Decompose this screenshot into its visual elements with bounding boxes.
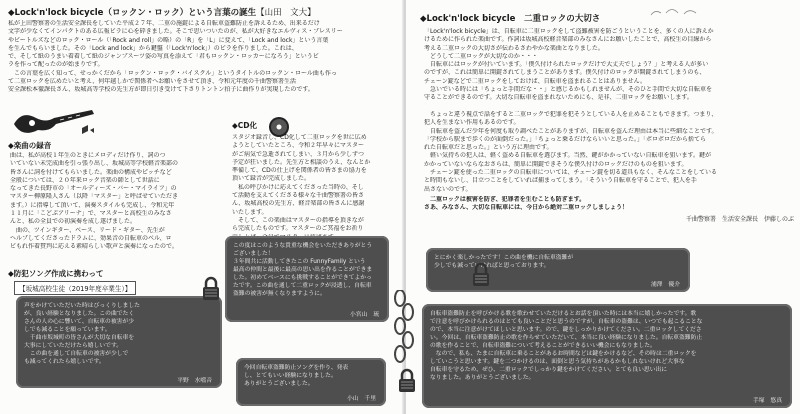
chain-link-icon — [386, 290, 426, 370]
comment-line: この曲を通して自転車の被害が少しで — [24, 351, 129, 357]
cd-heading: ◆CD化 — [232, 121, 257, 130]
comment-bubble-koyama — [236, 358, 386, 406]
comment-line: ので、本当に注意がけてほしいと思います。ので、鍵をしっかりかけてください。二重ロックしてくださ — [430, 327, 702, 333]
music-paragraph — [10, 152, 216, 252]
paragraph-line: 「Lock'n'lock bicycle」は、自転車に二重ロックをして盗難被害を防ごうということを、多くの人に訴えか — [424, 28, 714, 35]
comment-line: で注意を呼びかけられるのはとても良いことだと思うのですが、自転車の盗難は、いつでも起こることな — [430, 319, 703, 325]
comment-line: 今回自転車盗難防止ソングを作り、発表 — [244, 365, 349, 371]
paragraph-line: 安全課松本徹課長さん、坂城高等学校の先生方が即日引き受けて下さりトントン拍子に曲作りが実現したのです。 — [8, 86, 314, 94]
paragraph-line: で、そして紙のうまい着着して紙のジャンプスーツ姿の写真を添えて「君もロックン・ロッカーになろう」というビ — [8, 53, 319, 61]
comment-line: なので、私も、たまに自転車に乗ることがあるお時間などは鍵をかけるなど、その時は二重ロックを — [430, 351, 697, 357]
paragraph-line: １１月に「こどぷアリーナ」で、マスターと高校生のみなさ — [10, 210, 172, 218]
comment-bubble-urasawa — [426, 248, 690, 292]
music-heading: ◆楽曲の録音 — [8, 141, 52, 150]
paragraph-line: スタジオ録音し、CD化して二重ロックを世に広め — [232, 134, 367, 141]
right-paragraph — [424, 28, 796, 194]
padlock-icon — [200, 276, 222, 302]
paragraph-line: そして、この楽曲はマスターの指導を頂きなが — [232, 216, 364, 224]
guitar-illustration — [10, 106, 100, 138]
paragraph-line: 全般については、２０年来ロック音楽の師として世話に — [10, 176, 160, 184]
bouhan-heading: ◆防犯ソング作成に携わって — [8, 269, 104, 278]
comment-bubble-hirano — [16, 296, 222, 388]
paragraph-line: この言葉を広く知って、せっかくだから「ロックン・ロック・バイスクル」というタイトルのロックン・ロール曲も作っ — [8, 69, 337, 77]
comment-line: ございました！ — [233, 251, 274, 257]
paragraph-line: 曲は、私が高校１年生のときにメロディだけ作り、詞のつ — [10, 152, 166, 159]
comment-line: とにかく楽しかったです！この曲を機に自転車盗難が — [434, 255, 574, 261]
paragraph-line: マスター柳原隆人さん（以降「マスター」と呼ばせていただき — [10, 193, 179, 201]
paragraph-line: 私が上田警察署の生活安全課長をしていた平成２７年、二重の施錠による自転車盗難防止を訴えるため、出来るだけ — [8, 20, 320, 27]
paragraph-line: と時間もないし、目立つことをしていれば捕まってしまう。「そういう自転車を守ることで、犯人を手 — [424, 177, 697, 185]
paragraph-line: 予定が狂いました。先生方と相談のうえ、なんとか — [232, 158, 371, 166]
paragraph-line: 曲の、ツインギター、ベース、リード・ギター、先生が — [10, 226, 165, 234]
comment-line: していこうと思います。鍵を二つかけるのは、面倒と思う気持ちがあるかもしれないけれど大事な — [430, 359, 685, 365]
paragraph-line: 頂いて録音が完成しました。 — [232, 175, 311, 183]
paragraph-line: どうして二重ロックが大切なのか・・・ — [424, 52, 538, 60]
conclusion — [424, 196, 796, 213]
comment-bubble-tezuka — [422, 304, 792, 408]
paragraph-line: んと、私の全員での初演奏を成し遂げました。 — [10, 218, 137, 226]
paragraph-line: のですが、これは簡単に開錠されてしまうことがあります。僕久付けのロックが開錠されてしまうのも、 — [424, 69, 706, 77]
conclusion-line-1: 二重ロックは被害を防ぎ、犯罪者を生むことも防ぎます。 — [424, 196, 586, 203]
paragraph-line: やビートルズなどのロック・ロール（「Rock and roll」の略）の「R」を「L」に変えて、「Lock and lock」という言葉 — [8, 36, 329, 44]
paragraph-line: て活動を支えてくださる様々な千曲警察署の皆さ — [232, 192, 365, 200]
comment-line: 声をかけていただいた時はびっくりしました — [24, 303, 140, 309]
comment-line: も減ってくれたら嬉しいです。 — [24, 359, 105, 365]
paragraph-line: 急いでいる時には「ちょっと手間だな・・」と感じるかもしれませんが、そのひと手間で大切な自転車を — [424, 86, 713, 94]
comment-line: の歌を作ることで、自転車盗難について考えることができるいい機会にもなりました。 — [430, 343, 656, 349]
paragraph-line: 私の呼びかけに応えてくださった当時の、そし — [232, 183, 364, 191]
comment-signature: 平野 水噹音 — [177, 378, 212, 384]
paragraph-line: 自転車を盗んだ少年を何度も取り調べたことがありますが、自転車を盗んだ理由は本当に些細なことです。 — [424, 127, 718, 135]
paragraph-line: 守ることができるのです。大切な自転車を盗まれないためにも、是非、二重ロックをお願いします。 — [424, 94, 693, 102]
comment-line: なりました。ありがとうございました。 — [430, 375, 535, 381]
paragraph-line: がご病気で急逝されてしまい、３月から少しずつ — [232, 150, 365, 158]
paragraph-line: 「学校から駅まで歩くのが面倒だった。」「ちょっと乗るだけならいいと思った。」「ボロボロだから捨てら — [424, 135, 707, 143]
comment-line: 少しでも減っていければと思っております。 — [434, 263, 550, 269]
comment-line: 盗難の被害が無くなりますように。 — [233, 291, 326, 297]
paragraph-line: ん、坂城高校の先生方、軽音楽部の皆さんに感謝 — [232, 200, 365, 208]
paragraph-line: を生んでもらいました。その「Lock and lock」から鍵盤（「Lock'n'lock」）のビラを作りました。これは、 — [8, 44, 298, 52]
title-text: ◆Lock'n'lock bicycle（ロックン・ロック）という言葉の誕生 — [8, 8, 257, 18]
comment-line: 大事にしていただけたら嬉しいです。 — [24, 343, 123, 349]
student-group-label: 【坂城高校生徒（2019年度卒業生）】 — [14, 281, 136, 295]
comment-line: この度はこのような貴重な機会をいただきありがとう — [233, 243, 373, 249]
paragraph-line: て二重ロックを広めたいと考え、何年越しかで関係者へお願いをさせて頂き、令和元年度の千曲警察署生活 — [8, 78, 297, 86]
paragraph-line: ます。）に指導して頂いて、演奏スタイルも完成し、令和元年 — [10, 201, 175, 209]
left-article-title — [8, 6, 316, 18]
paragraph-line: なってきた長野市の「オールディーズ・バー・マイライフ」の — [10, 185, 177, 193]
paragraph-line: けるために作られた楽曲です。作詞は坂城高校軽音楽部のみなさんにお願いしたことで、高校生の目線から — [424, 36, 712, 44]
comment-line: 千曲市坂城町の皆さんが大切な自転車を — [24, 335, 135, 341]
paragraph-line: ラを作って配ったのが始まりです。 — [8, 61, 104, 69]
comment-line: しでも減ることを願っています。 — [24, 327, 111, 333]
paragraph-line: ビもれ作着賛判に応える素晴らしい歌声と演奏になったので。 — [10, 243, 178, 251]
paragraph-line: 犯人を生まない作用もあるのです。 — [424, 119, 520, 127]
comment-line: たです。この曲を通して二重ロックが浸透し、自転車 — [233, 283, 372, 289]
paragraph-line: ヘルプしてくださったドラムに、効果音の自転車のベル、ロ — [10, 234, 172, 242]
paragraph-line: ようとしていたところ、令和２年早々にマスター — [232, 142, 365, 150]
comment-signature: 小宮山 琉 — [350, 312, 379, 318]
paragraph-line: かかっていないならなおさらは、簡単に開錠できそうな僕久付けのロックだけのものを狙います。 — [424, 160, 688, 168]
comment-line: さんの人の心に響いて、自転車の被害が少 — [24, 319, 135, 325]
paragraph-line: 軽い気持ちの犯人は、軽く盗める自転車を選びます。当然、鍵がかかっていない自転車を狙います。鍵が — [424, 152, 712, 160]
cd-paragraph — [232, 134, 400, 242]
comment-signature: 浦澤 優介 — [651, 282, 680, 288]
comment-text — [24, 302, 214, 366]
comment-signature: 手塚 悠真 — [753, 398, 782, 404]
paragraph-line: 準備して、CDの仕上げを関係者の皆さまの協力を — [232, 167, 367, 175]
conclusion-line-2: さあ、みなさん、大切な自転車には、今日から絶対二重ロックしましょう！ — [424, 204, 629, 212]
comment-line: い。今回は、自転車盗難防止の歌を作らせていただいて、本当に良い経験になりました。自転車盗難防止 — [430, 335, 703, 341]
paragraph-line: チェーン錠などで二重ロックをしておけば、自転車を盗まれることはありません。 — [424, 77, 646, 85]
title-author: 【山田 文大】 — [256, 8, 316, 18]
comment-text — [233, 242, 381, 298]
comment-line: 自転車盗難防止を呼びかける歌を歌わせていただけるとお話を頂いた時には本当に嬉しかったです。歌 — [430, 311, 697, 317]
comment-line: し、とてもいい経験になりました。 — [244, 373, 337, 379]
comment-line: ありがとうございました。 — [244, 381, 314, 387]
paragraph-line: 考える二重ロックの大切さが伝わるさわやかな楽曲となりました。 — [424, 44, 604, 52]
music-notes-icon — [646, 4, 706, 18]
padlock-icon — [396, 368, 418, 394]
padlock-icon — [470, 262, 492, 288]
comment-line: が、良い経験となりました。この曲でたく — [24, 311, 135, 317]
paragraph-line: れた自転車だと思った。」という方に理由です。 — [424, 144, 553, 152]
comment-line: ３年間共に活動してきたこの FunnyFamily という — [233, 259, 366, 265]
paragraph-line: ら完成したものです。マスターのご冥福をお祈り — [232, 225, 364, 233]
comment-line: 最高の仲間と最後に最高の思い出を作ることができま — [233, 267, 373, 273]
comment-text — [244, 364, 378, 388]
comment-text — [430, 310, 784, 382]
paragraph-line: 自転車にはロックが付いています。「僕久付けられたロックだけで大丈夫でしょう？」と考える人が多い — [424, 61, 709, 69]
comment-line: した。初めてベースにも挑戦することができてよかっ — [233, 275, 372, 281]
paragraph-line: いていない未完成曲を引っ張り出し、坂城高等学校軽音楽部の — [10, 160, 179, 168]
paragraph-line — [424, 103, 796, 111]
paragraph-line: 出さないのです。 — [424, 185, 472, 193]
comment-signature: 小山 千里 — [347, 396, 376, 402]
right-article-title: ◆Lock'n'lock bicycle 二重ロックの大切さ — [420, 14, 601, 24]
paragraph-line: いたします。 — [232, 208, 268, 216]
signature: 千曲警察署 生活安全課長 伊藤しのぶ — [685, 216, 794, 223]
comment-line: 自転車を守るため、ぜひ、二重ロックでしっかり鍵をかけてください。とても良い思い出に — [430, 367, 668, 373]
paragraph-line: 文字が少なくてインパクトのある広報ビラに心を砕きました。そこで思いついたのが、私が大好きなエルヴィス・プレスリー — [8, 28, 343, 36]
intro-paragraph — [8, 20, 398, 95]
paragraph-line: チェーン錠を使った二重ロックの自転車については、チェーン錠を切る道具もなく、そんなことをしている — [424, 169, 718, 177]
paragraph-line: 皆さんに詞を付けてもらいました。楽曲の構成やピッチなど — [10, 168, 172, 176]
paragraph-line: ちょっと違う視点で話をすると二重ロックで犯罪を犯そうとしている人を止めることもできます。つまり、 — [424, 110, 718, 118]
comment-bubble-komiyama — [225, 236, 389, 322]
